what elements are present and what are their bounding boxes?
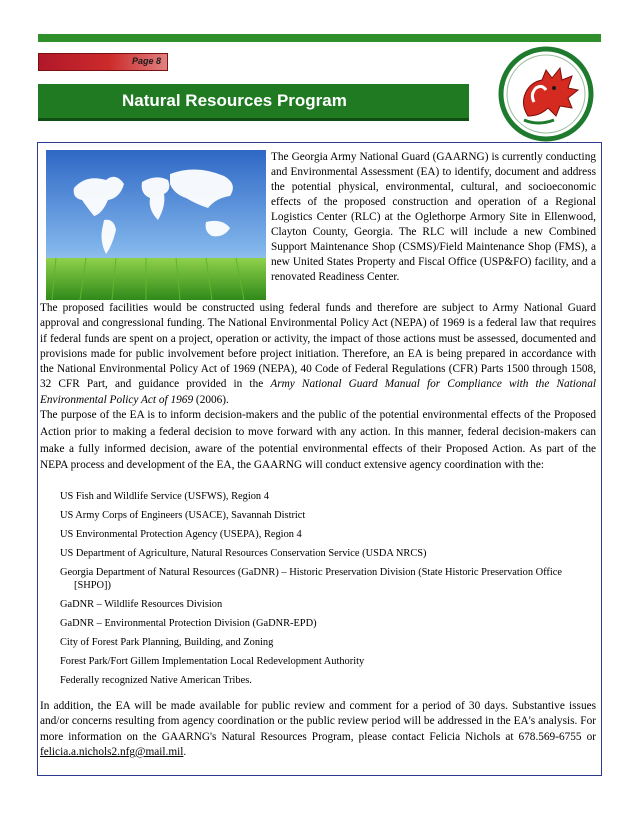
agency-item: US Fish and Wildlife Service (USFWS), Region 4	[60, 491, 269, 502]
paragraph-public-review	[40, 699, 596, 760]
paragraph-text-tail: (2006).	[193, 393, 229, 406]
georgia-guard-dragon-seal	[498, 46, 594, 142]
paragraph-ea-purpose: The purpose of the EA is to inform decision-makers and the public of the potential environmental effects of the Proposed Action prior to making a federal decision to move forward with any action. In this manner, federal decision-makers can make a fully informed decision, aware of the potential environmental effects of their Proposed Action. As part of the NEPA process and development of the EA, the GAARNG will conduct extensive agency coordination with the:	[40, 409, 596, 472]
manual-title: Army National Guard Manual for Compliance with the National Environmental Policy Act of 1969	[40, 378, 596, 406]
section-title: Natural Resources Program	[122, 91, 347, 110]
page-number: Page 8	[131, 56, 161, 66]
agency-item: GaDNR – Environmental Protection Division (GaDNR-EPD)	[60, 618, 317, 629]
paragraph-text: The proposed facilities would be constructed using federal funds and therefore are subject to Army National Guard approval and congressional funding. The National Environmental Policy Act (NEPA) of 1969 is a federal law that requires if federal funds are spent on a project, operation or activity, the impact of those actions must be assessed, documented and provisions made for public involvement before project initiation. Therefore, an EA is being prepared in accordance with the National Environmental Policy Act of 1969 (NEPA), 40 Code of Federal Regulations (CFR) Parts 1500 through 1508, 32 CFR Part, and guidance provided in the	[40, 302, 596, 391]
contact-email-link[interactable]: felicia.a.nichols2.nfg@mail.mil	[40, 745, 184, 758]
agency-item: GaDNR – Wildlife Resources Division	[60, 599, 223, 610]
agency-item: City of Forest Park Planning, Building, and Zoning	[60, 637, 274, 648]
agency-item: Georgia Department of Natural Resources (GaDNR) – Historic Preservation Division (State Historic Preservation Office [SHPO])	[60, 567, 562, 591]
world-map-clouds-field-image	[46, 150, 266, 300]
section-title-bar	[38, 84, 469, 121]
page-number-tab	[38, 53, 168, 71]
agency-item: Federally recognized Native American Tribes.	[60, 675, 252, 686]
header-rule	[38, 34, 601, 42]
intro-paragraph: The Georgia Army National Guard (GAARNG) is currently conducting and Environmental Assessment (EA) to identify, document and address the potential physical, environmental, cultural, and socioeconomic effects of the proposed construction and operation of a Regional Logistics Center (RLC) at the Oglethorpe Armory Site in Ellenwood, Clayton County, Georgia. The RLC will include a new Combined Support Maintenance Shop (CSMS)/Field Maintenance Shop (FMS), a new United States Property and Fiscal Office (USP&FO) facility, and a renovated Readiness Center.	[271, 151, 596, 283]
agency-item: US Environmental Protection Agency (USEPA), Region 4	[60, 529, 302, 540]
paragraph-proposed-facilities	[40, 301, 596, 408]
agency-item: US Department of Agriculture, Natural Resources Conservation Service (USDA NRCS)	[60, 548, 427, 559]
agency-item: US Army Corps of Engineers (USACE), Savannah District	[60, 510, 306, 521]
paragraph-text-tail: .	[183, 745, 187, 758]
agency-item: Forest Park/Fort Gillem Implementation Local Redevelopment Authority	[60, 656, 365, 667]
agency-list	[60, 490, 600, 687]
paragraph-text: In addition, the EA will be made available for public review and comment for a period of 30 days. Substantive issues and/or concerns resulting from agency coordination or the public review period will be addressed in the EA's analysis. For more information on the GAARNG's Natural Resources Program, please contact Felicia Nichols at 678.569-6755 or	[40, 700, 596, 743]
